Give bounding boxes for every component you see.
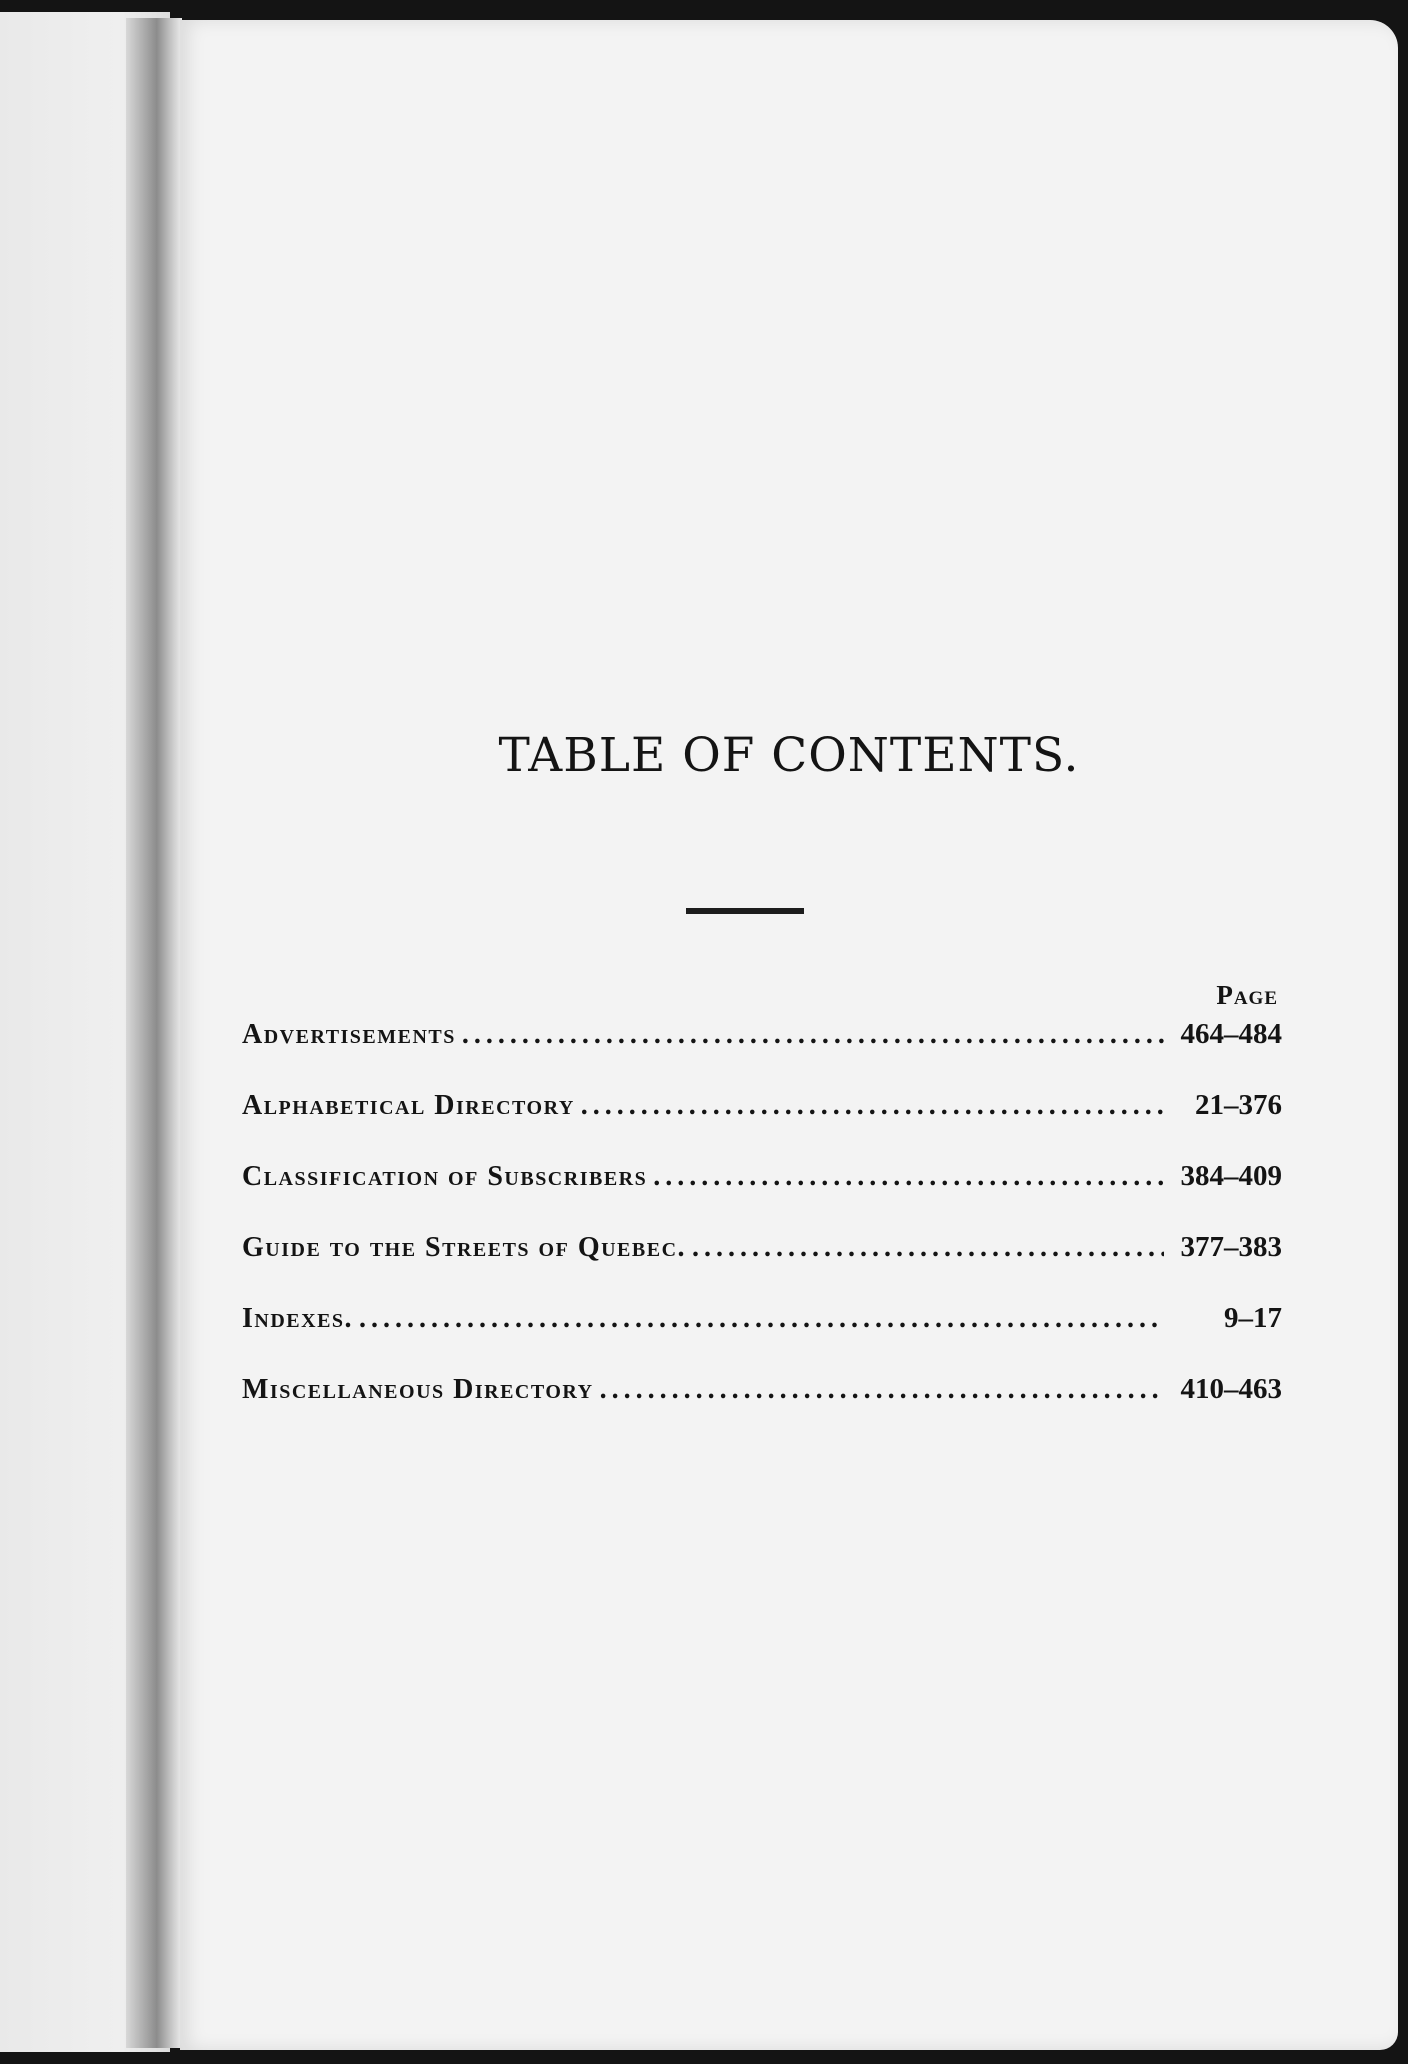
dot-leader [692, 1232, 1164, 1264]
toc-entry-label: Indexes. [242, 1303, 354, 1334]
toc-entry-pages: 9–17 [1224, 1302, 1282, 1334]
toc-entry-pages: 384–409 [1180, 1160, 1282, 1192]
toc-entry-label: Advertisements [242, 1019, 456, 1050]
toc-entry-label: Guide to the Streets of Quebec. [242, 1232, 687, 1263]
toc-entry-miscellaneous-directory [242, 1373, 1282, 1444]
page-title: TABLE OF CONTENTS. [498, 728, 1080, 783]
toc-entry-classification-of-subscribers [242, 1160, 1282, 1231]
toc-entry-pages: 377–383 [1180, 1231, 1282, 1263]
toc-entry-label: Classification of Subscribers [242, 1161, 648, 1192]
toc-entry-indexes [242, 1302, 1282, 1373]
dot-leader [359, 1303, 1164, 1335]
toc-entry-guide-to-the-streets [242, 1231, 1282, 1302]
toc-entry-label: Miscellaneous Directory [242, 1374, 594, 1405]
dot-leader [653, 1161, 1164, 1193]
toc-entry-alphabetical-directory [242, 1089, 1282, 1160]
toc-entry-label: Alphabetical Directory [242, 1090, 575, 1121]
dot-leader [581, 1090, 1164, 1122]
toc-entry-pages: 410–463 [1180, 1373, 1282, 1405]
book-gutter [126, 18, 182, 2048]
dot-leader [462, 1019, 1164, 1051]
table-of-contents [242, 980, 1282, 1444]
title-rule [686, 908, 804, 914]
page-column-header: Page [1216, 980, 1278, 1010]
dot-leader [600, 1374, 1164, 1406]
right-page [180, 20, 1398, 2050]
toc-entry-advertisements [242, 1018, 1282, 1089]
toc-entry-pages: 464–484 [1180, 1018, 1282, 1050]
toc-entry-pages: 21–376 [1195, 1089, 1282, 1121]
